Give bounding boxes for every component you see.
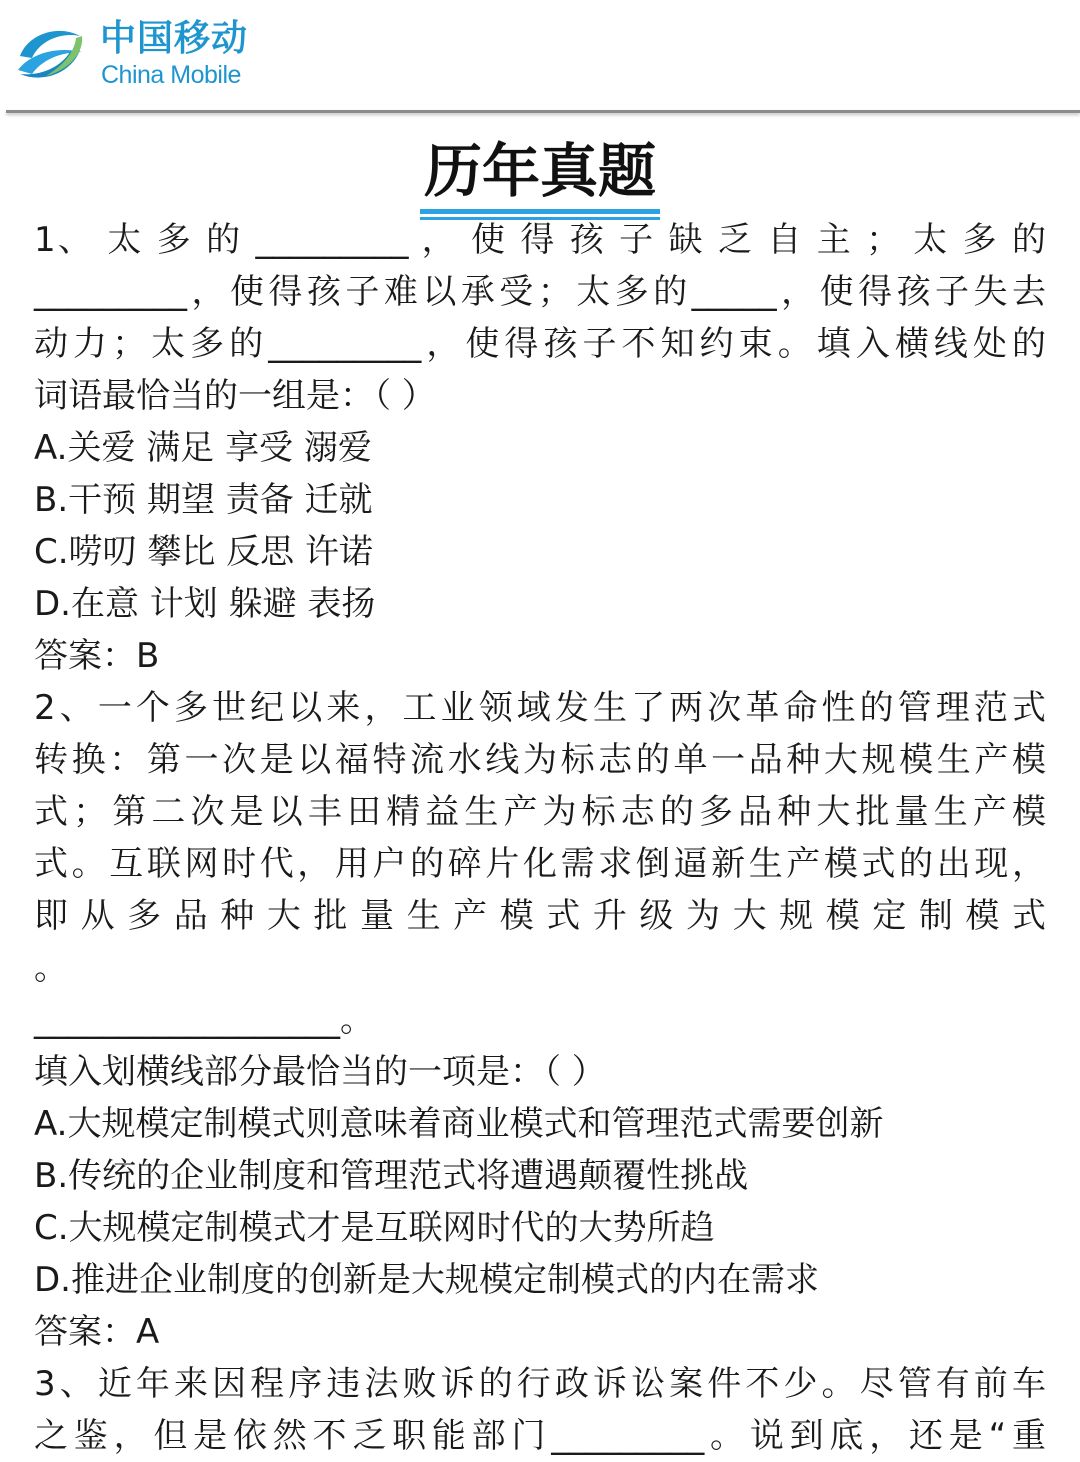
question-2-prompt: 填入划横线部分最恰当的一项是：（ ） bbox=[34, 1052, 606, 1092]
question-1-line-3: 动力；太多的_________，使得孩子不知约束。填入横线处的 bbox=[34, 324, 1046, 364]
header-bar bbox=[0, 0, 1080, 112]
page-title bbox=[420, 136, 660, 206]
question-2-line-3: 式；第二次是以丰田精益生产为标志的多品种大批量生产模 bbox=[34, 792, 1046, 832]
question-2-blank-line: __________________。 bbox=[34, 1000, 374, 1040]
question-2-line-4: 式。互联网时代，用户的碎片化需求倒逼新生产模式的出现， bbox=[34, 844, 1046, 884]
question-2-option-b: B.传统的企业制度和管理范式将遭遇颠覆性挑战 bbox=[34, 1156, 749, 1196]
question-3-line-2: 之鉴，但是依然不乏职能部门_________。说到底，还是“重 bbox=[34, 1416, 1046, 1456]
question-1-option-d: D.在意 计划 躲避 表扬 bbox=[34, 584, 376, 624]
question-1-option-b: B.干预 期望 责备 迁就 bbox=[34, 480, 373, 520]
question-1-line-4: 词语最恰当的一组是：（ ） bbox=[34, 376, 436, 416]
china-mobile-logo-icon bbox=[10, 14, 88, 92]
header-divider bbox=[6, 110, 1080, 113]
question-1-option-c: C.唠叨 攀比 反思 许诺 bbox=[34, 532, 373, 572]
question-2-option-c: C.大规模定制模式才是互联网时代的大势所趋 bbox=[34, 1208, 715, 1248]
brand-name-en: China Mobile bbox=[101, 61, 241, 89]
question-2-line-5: 即 从 多 品 种 大 批 量 生 产 模 式 升 级 为 大 规 模 定 制 模 式 。 bbox=[34, 896, 1046, 988]
question-2-line-1: 2、一个多世纪以来，工业领域发生了两次革命性的管理范式 bbox=[34, 688, 1046, 728]
question-3-line-1: 3、近年来因程序违法败诉的行政诉讼案件不少。尽管有前车 bbox=[34, 1364, 1046, 1404]
brand-name-cn: 中国移动 bbox=[100, 18, 249, 59]
title-area bbox=[0, 136, 1080, 206]
question-2-option-d: D.推进企业制度的创新是大规模定制模式的内在需求 bbox=[34, 1260, 819, 1300]
question-2-answer: 答案：A bbox=[34, 1312, 160, 1352]
question-2-option-a: A.大规模定制模式则意味着商业模式和管理范式需要创新 bbox=[34, 1104, 884, 1144]
question-1-line-2: _________，使得孩子难以承受；太多的_____，使得孩子失去 bbox=[34, 272, 1046, 312]
questions-content bbox=[34, 214, 1046, 1462]
question-1-line-1: 1、 太 多 的 _________ ， 使 得 孩 子 缺 乏 自 主 ； 太 多 的 bbox=[34, 220, 1046, 260]
question-1-option-a: A.关爱 满足 享受 溺爱 bbox=[34, 428, 372, 468]
question-1-answer: 答案：B bbox=[34, 636, 160, 676]
page-title-text: 历年真题 bbox=[423, 137, 656, 205]
question-2-line-2: 转换：第一次是以福特流水线为标志的单一品种大规模生产模 bbox=[34, 740, 1046, 780]
